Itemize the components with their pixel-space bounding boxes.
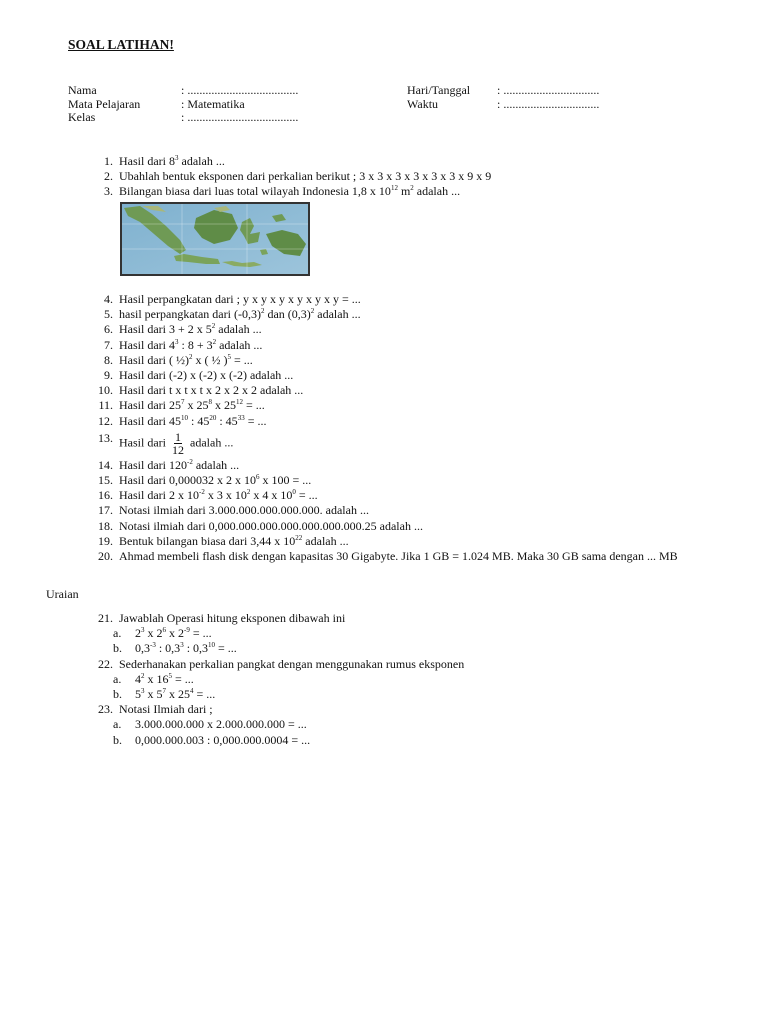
question-body xyxy=(113,169,745,184)
exponent: 2 xyxy=(246,488,251,497)
question-text: Hasil dari 8 xyxy=(119,154,175,168)
field-label: Mata Pelajaran xyxy=(68,96,141,111)
exponent: 3 xyxy=(175,154,179,162)
question-number: 6. xyxy=(104,322,113,337)
question-list-essay xyxy=(85,611,745,748)
question-body xyxy=(113,307,745,322)
sub-question-letter: b. xyxy=(113,732,122,747)
question-body xyxy=(113,488,745,503)
exponent: 2 xyxy=(212,337,217,346)
question-number: 21. xyxy=(98,611,113,625)
field-hari-tanggal xyxy=(407,84,599,98)
field-label: Nama xyxy=(68,83,97,97)
question-text: Jawablah Operasi hitung eksponen dibawah ini xyxy=(119,611,346,625)
question-text: 5 xyxy=(135,687,141,702)
exponent: 4 xyxy=(190,687,194,696)
question-text: Hasil dari 0,000032 x 2 x 10 xyxy=(119,473,256,488)
fraction-numerator: 1 xyxy=(175,429,181,444)
question-number: 17. xyxy=(98,503,113,518)
question-text: 0,000.000.003 : 0,000.000.0004 = ... xyxy=(135,732,311,747)
question-text: adalah ... xyxy=(178,154,225,168)
question-body xyxy=(113,503,745,518)
question-text: x 16 xyxy=(144,671,169,686)
student-info-left xyxy=(68,84,298,125)
field-label: Hari/Tanggal xyxy=(407,83,471,97)
sub-question-body xyxy=(135,672,745,687)
question-body xyxy=(113,549,745,564)
exponent: 12 xyxy=(390,184,398,193)
question-item xyxy=(85,307,745,322)
question-text: 0,3 xyxy=(135,641,150,656)
question-body xyxy=(113,322,745,337)
field-nama xyxy=(68,84,298,98)
question-item xyxy=(85,338,745,353)
question-text: Ahmad membeli flash disk dengan kapasitas 30 Gigabyte. Jika 1 GB = 1.024 MB. Maka 30 GB sama dengan ... MB xyxy=(119,549,678,564)
question-text: 4 xyxy=(135,671,141,686)
question-text: Sederhanakan perkalian pangkat dengan menggunakan rumus eksponen xyxy=(119,656,465,671)
sub-question-body xyxy=(135,687,745,702)
question-body xyxy=(113,154,745,169)
question-number: 2. xyxy=(104,169,113,184)
question-number: 19. xyxy=(98,533,113,548)
field-waktu xyxy=(407,98,599,112)
exponent: 2 xyxy=(410,184,414,193)
exponent: 2 xyxy=(211,322,216,331)
question-text: x 2 xyxy=(166,626,184,641)
question-text: Hasil dari 25 xyxy=(119,398,181,413)
question-number: 22. xyxy=(98,656,113,671)
question-item xyxy=(85,473,745,488)
exponent: 8 xyxy=(208,398,212,407)
question-item xyxy=(85,414,745,429)
sub-question-item xyxy=(85,717,745,732)
question-text: Hasil dari 120 xyxy=(119,457,187,472)
question-text: Hasil dari ( ½) xyxy=(119,352,189,367)
sub-question-item xyxy=(85,641,745,656)
question-number: 16. xyxy=(98,488,113,503)
field-value: : ..................................... xyxy=(181,110,299,124)
question-item xyxy=(85,429,745,458)
question-number: 10. xyxy=(98,383,113,398)
question-body xyxy=(113,414,745,429)
exponent: 20 xyxy=(209,413,217,422)
sub-question-body xyxy=(135,641,745,656)
exponent: 5 xyxy=(168,671,172,680)
question-text: Hasil perpangkatan dari ; y x y x y x y x y x y = ... xyxy=(119,292,361,306)
question-text: dan (0,3) xyxy=(264,307,311,322)
exponent: -2 xyxy=(187,457,193,466)
question-body xyxy=(113,368,745,383)
question-item xyxy=(85,398,745,413)
question-text: = ... xyxy=(193,687,216,702)
question-body xyxy=(113,292,745,307)
question-number: 20. xyxy=(98,549,113,564)
field-value: : ................................ xyxy=(497,96,600,111)
question-text: Bilangan biasa dari luas total wilayah Indonesia 1,8 x 10 xyxy=(119,184,391,199)
question-body xyxy=(113,519,745,534)
sub-question-item xyxy=(85,733,745,748)
question-body xyxy=(113,338,745,353)
question-text: adalah ... xyxy=(192,457,240,472)
question-text: : 0,3 xyxy=(155,641,181,656)
question-number: 15. xyxy=(98,473,113,488)
question-text: adalah ... xyxy=(216,337,263,352)
question-number: 7. xyxy=(104,337,113,352)
sub-question-item xyxy=(85,626,745,641)
question-number: 5. xyxy=(104,307,113,322)
question-text: Hasil dari 3 + 2 x 5 xyxy=(119,322,212,337)
question-text: Notasi Ilmiah dari ; xyxy=(119,702,213,717)
field-kelas xyxy=(68,111,298,125)
exponent: 22 xyxy=(295,533,303,542)
exponent: 12 xyxy=(236,398,243,407)
question-number: 18. xyxy=(98,518,113,533)
section-heading-uraian: Uraian xyxy=(46,587,79,601)
student-info-right xyxy=(407,84,599,111)
question-text: = ... xyxy=(215,641,237,656)
question-text: = ... xyxy=(243,398,265,413)
question-text: adalah ... xyxy=(302,533,349,548)
exponent: 2 xyxy=(260,307,265,316)
question-body xyxy=(113,184,745,199)
question-body xyxy=(113,702,745,717)
exponent: 2 xyxy=(141,671,145,680)
question-text: adalah ... xyxy=(187,435,234,450)
exponent: 6 xyxy=(256,473,260,482)
question-text: Notasi ilmiah dari 0,000.000.000.000.000.000.000.25 adalah ... xyxy=(119,518,423,533)
question-item xyxy=(85,702,745,717)
question-number: 12. xyxy=(98,413,113,428)
question-text: x 100 = ... xyxy=(259,473,312,488)
question-text: x 3 x 10 xyxy=(204,488,247,503)
exponent: 3 xyxy=(141,687,145,696)
question-number: 3. xyxy=(104,184,113,199)
exponent: -9 xyxy=(184,626,190,635)
question-text: Hasil dari 45 xyxy=(119,413,181,428)
question-text: x ( ½ ) xyxy=(192,352,228,367)
question-item xyxy=(85,169,745,184)
question-number: 8. xyxy=(104,352,113,367)
question-body xyxy=(113,383,745,398)
question-body xyxy=(113,398,745,413)
field-label: Waktu xyxy=(407,96,439,111)
question-number: 11. xyxy=(98,398,113,413)
question-number: 13. xyxy=(98,430,113,445)
question-item xyxy=(85,458,745,473)
question-item xyxy=(85,322,745,337)
question-text: 3.000.000.000 x 2.000.000.000 = ... xyxy=(135,717,307,732)
exponent: 2 xyxy=(188,352,193,361)
sub-question-item xyxy=(85,687,745,702)
question-text: x 5 xyxy=(144,687,163,702)
sub-question-letter: b. xyxy=(113,687,122,702)
sub-question-letter: a. xyxy=(113,671,122,686)
question-body xyxy=(113,353,745,368)
question-text: : 45 xyxy=(188,413,210,428)
exponent: 0 xyxy=(292,488,296,497)
question-item xyxy=(85,519,745,534)
question-text: = ... xyxy=(172,671,194,686)
question-text: : 0,3 xyxy=(183,641,209,656)
question-item xyxy=(85,184,745,199)
sub-question-item xyxy=(85,672,745,687)
exponent: 2 xyxy=(310,307,315,316)
question-item xyxy=(85,353,745,368)
question-item xyxy=(85,503,745,518)
field-value: : Matematika xyxy=(181,96,245,111)
question-number: 23. xyxy=(98,702,113,717)
question-body xyxy=(113,473,745,488)
fraction-denominator: 12 xyxy=(172,442,184,457)
sub-question-body xyxy=(135,717,745,732)
question-body xyxy=(113,611,745,626)
sub-question-letter: a. xyxy=(113,626,122,641)
question-body xyxy=(113,431,745,456)
question-text: Bentuk bilangan biasa dari 3,44 x 10 xyxy=(119,533,296,548)
exponent: 7 xyxy=(181,398,185,407)
question-text: hasil perpangkatan dari (-0,3) xyxy=(119,307,261,322)
question-list-part-1 xyxy=(85,154,745,200)
question-number: 1. xyxy=(104,154,113,168)
question-item xyxy=(85,611,745,626)
question-text: x 4 x 10 xyxy=(250,488,293,503)
question-text: m xyxy=(397,184,411,199)
exponent: 3 xyxy=(175,337,179,346)
field-value: : ..................................... xyxy=(181,83,299,97)
indonesia-map-illustration xyxy=(122,204,308,274)
question-text: Hasil dari (-2) x (-2) x (-2) adalah ... xyxy=(119,368,294,383)
question-text: x 2 xyxy=(144,626,163,641)
question-body xyxy=(113,657,745,672)
question-body xyxy=(113,458,745,473)
exponent: 6 xyxy=(162,626,166,635)
exponent: 3 xyxy=(180,641,184,650)
question-text: Hasil dari t x t x t x 2 x 2 x 2 adalah ... xyxy=(119,383,304,398)
question-item xyxy=(85,292,745,307)
question-item xyxy=(85,154,745,169)
exponent: -3 xyxy=(150,641,156,650)
field-value: : ................................ xyxy=(497,83,600,97)
question-text: x 25 xyxy=(212,398,236,413)
page-title: SOAL LATIHAN! xyxy=(68,37,174,52)
question-text: : 45 xyxy=(216,413,238,428)
exponent: 10 xyxy=(181,413,188,422)
question-text: = ... xyxy=(189,626,212,641)
field-label: Kelas xyxy=(68,110,96,124)
question-text: = ... xyxy=(295,488,318,503)
fraction xyxy=(172,431,184,456)
question-text: x 25 xyxy=(184,398,209,413)
question-text: : 8 + 3 xyxy=(178,337,213,352)
field-mata-pelajaran xyxy=(68,98,298,112)
question-item xyxy=(85,657,745,672)
question-item xyxy=(85,549,745,564)
question-item xyxy=(85,368,745,383)
question-text: adalah ... xyxy=(413,184,461,199)
question-number: 4. xyxy=(104,292,113,306)
question-text: Hasil dari xyxy=(119,435,169,450)
question-number: 9. xyxy=(104,368,113,383)
indonesia-map-image xyxy=(120,202,310,276)
question-text: x 25 xyxy=(166,687,190,702)
sub-question-letter: b. xyxy=(113,641,122,656)
exponent: 10 xyxy=(208,641,216,650)
exponent: 3 xyxy=(141,626,145,635)
question-text: Hasil dari 4 xyxy=(119,337,175,352)
exponent: 7 xyxy=(162,687,166,696)
sub-question-body xyxy=(135,626,745,641)
sub-question-letter: a. xyxy=(113,717,122,732)
question-text: Ubahlah bentuk eksponen dari perkalian berikut ; 3 x 3 x 3 x 3 x 3 x 3 x 9 x 9 xyxy=(119,169,492,184)
question-text: Hasil dari 2 x 10 xyxy=(119,488,199,503)
question-text: adalah ... xyxy=(314,307,361,322)
question-item xyxy=(85,534,745,549)
sub-question-body xyxy=(135,733,745,748)
question-item xyxy=(85,488,745,503)
question-text: 2 xyxy=(135,626,141,641)
exponent: 33 xyxy=(237,413,245,422)
question-text: = ... xyxy=(230,352,253,367)
question-item xyxy=(85,383,745,398)
question-text: = ... xyxy=(244,413,267,428)
question-text: adalah ... xyxy=(215,322,262,337)
question-body xyxy=(113,534,745,549)
question-list-part-2 xyxy=(85,292,745,564)
exponent: 5 xyxy=(227,352,231,361)
question-text: Notasi ilmiah dari 3.000.000.000.000.000. adalah ... xyxy=(119,503,369,518)
question-number: 14. xyxy=(98,457,113,472)
exponent: -2 xyxy=(199,488,205,497)
